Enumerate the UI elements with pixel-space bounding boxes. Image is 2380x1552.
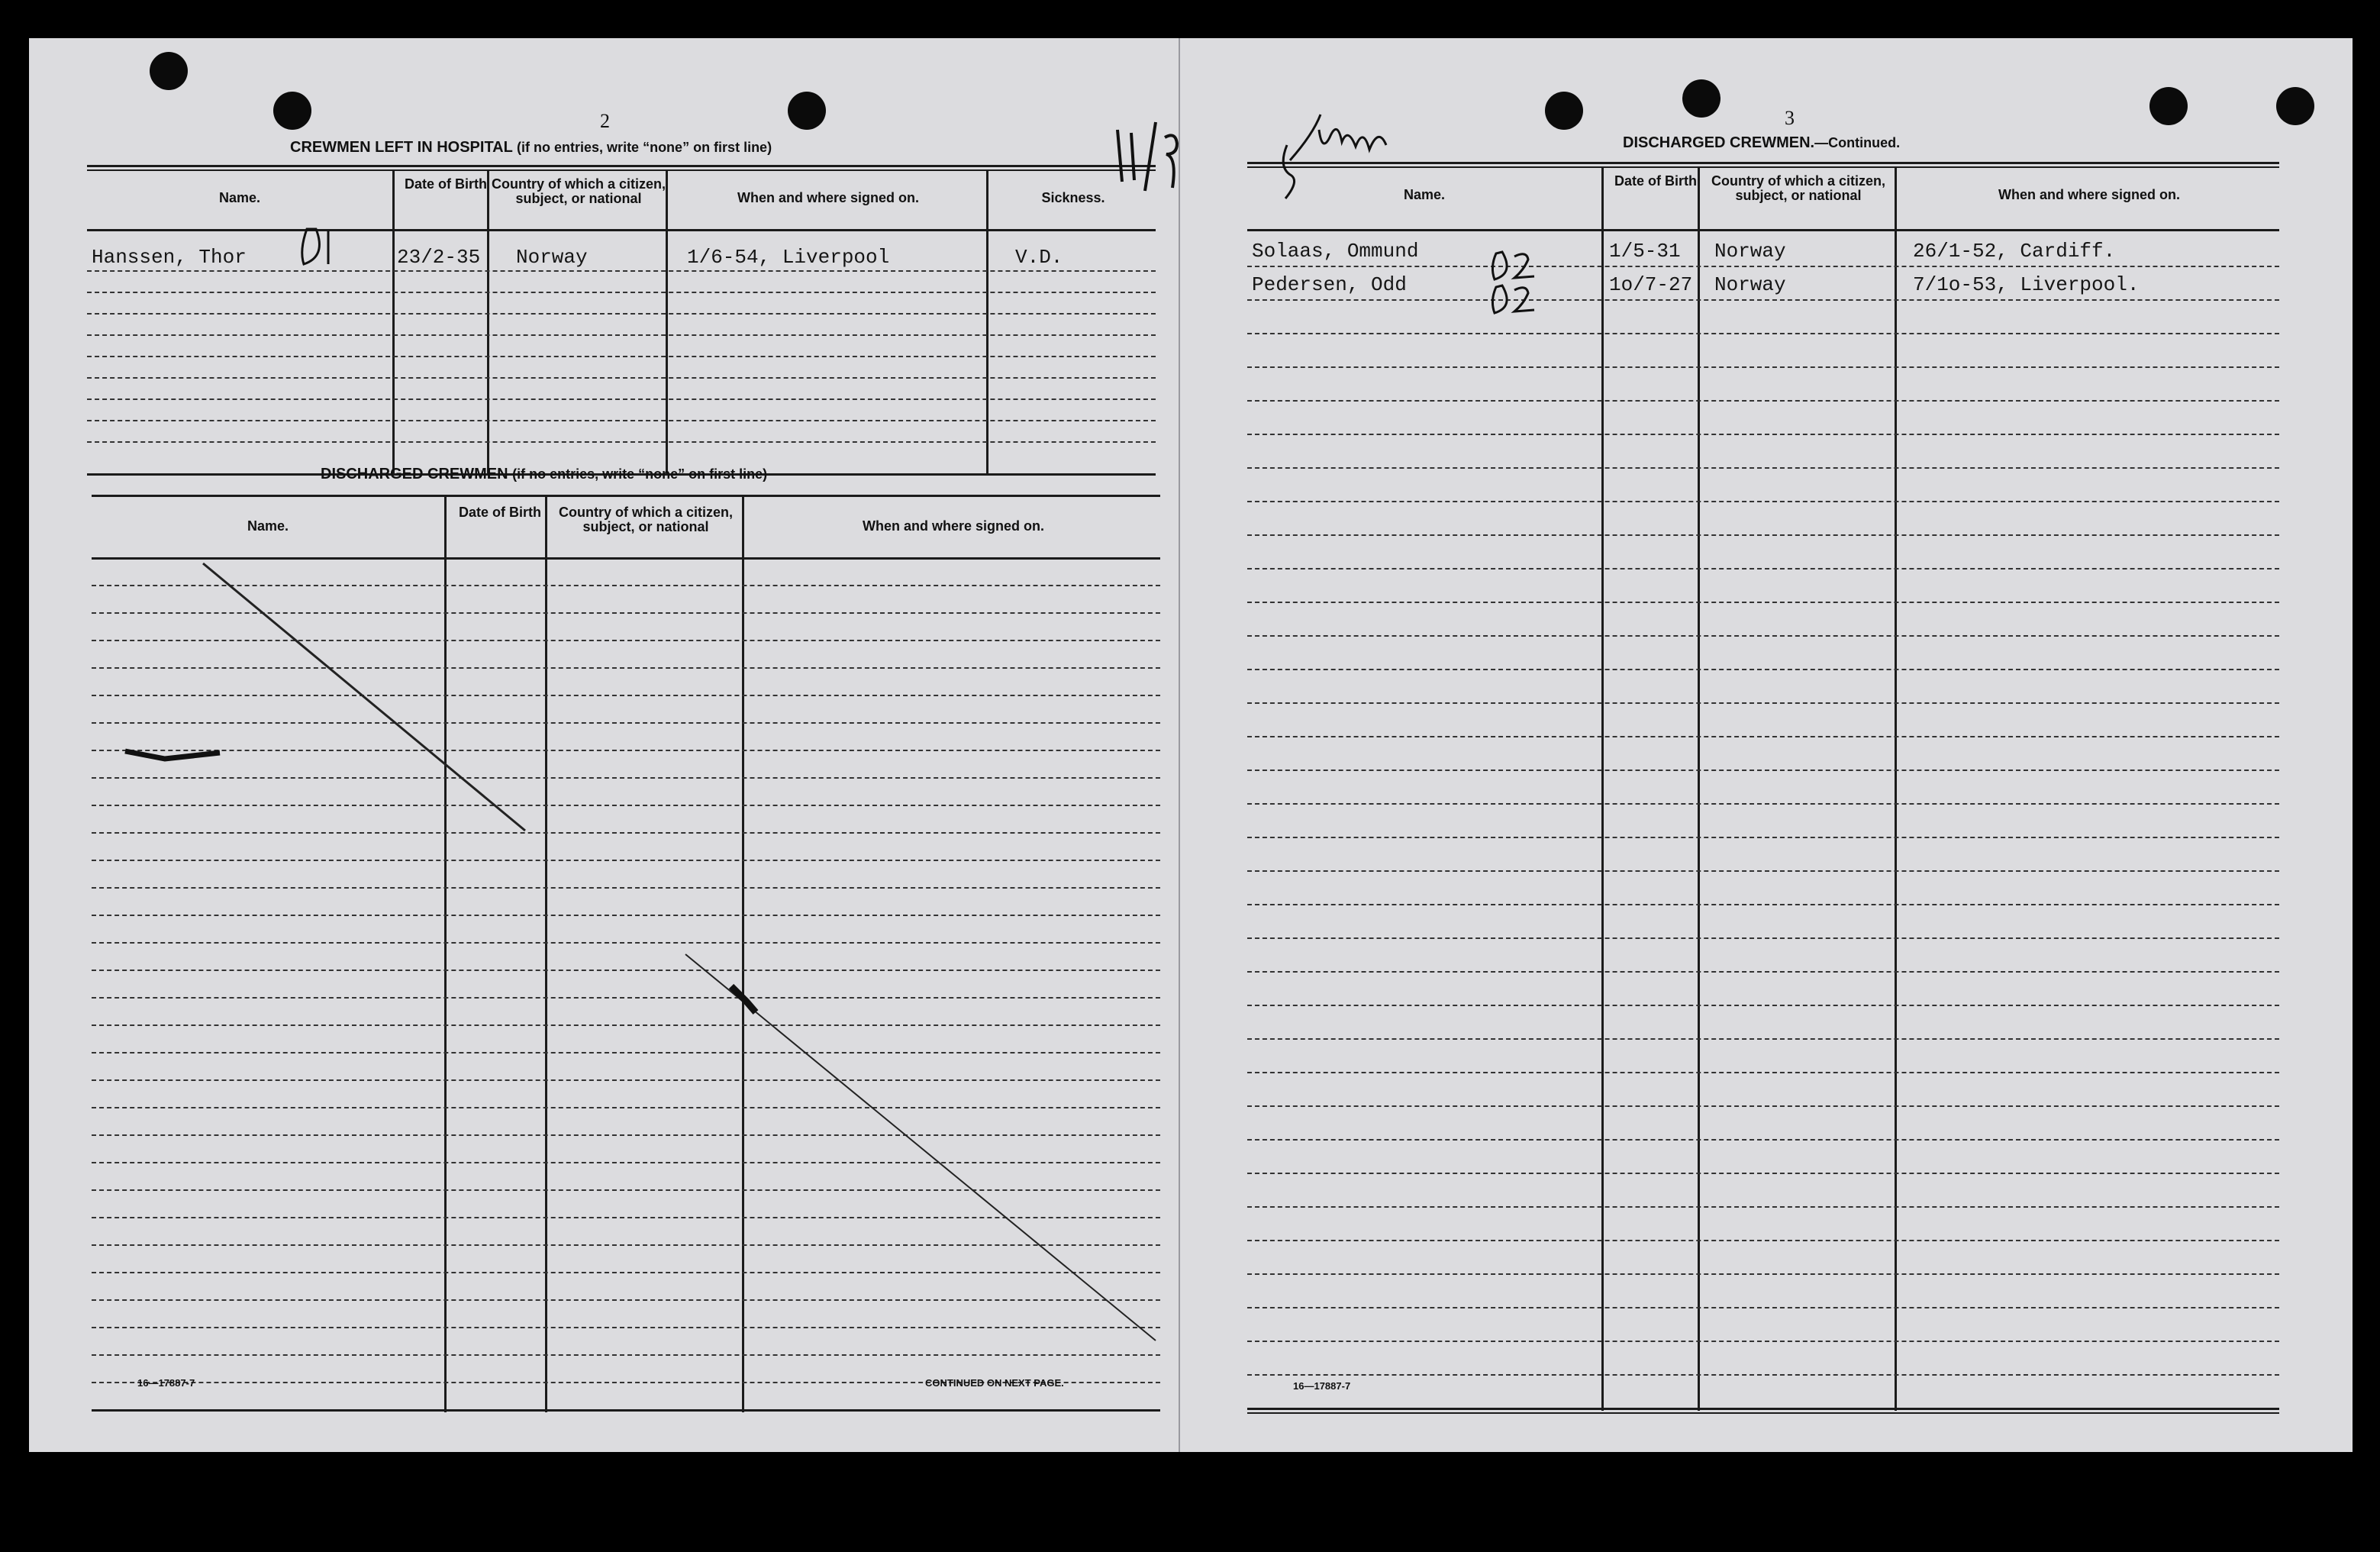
hospital-row-name: Hanssen, Thor bbox=[92, 246, 247, 269]
column-header-country: Country of which a citizen, subject, or national bbox=[558, 505, 733, 534]
column-header-country: Country of which a citizen, subject, or national bbox=[1711, 173, 1885, 203]
annotation-top bbox=[29, 38, 30, 39]
form-number: 16—17887-7 bbox=[137, 1377, 195, 1389]
column-header-dob: Date of Birth bbox=[405, 176, 487, 192]
column-header-signed: When and where signed on. bbox=[1998, 187, 2181, 202]
column-header-country: Country of which a citizen, subject, or national bbox=[492, 176, 666, 206]
column-header-dob: Date of Birth bbox=[1614, 173, 1697, 189]
discharged-row-dob: 1/5-31 bbox=[1609, 240, 1681, 263]
discharged-row-dob: 1o/7-27 bbox=[1609, 273, 1693, 296]
form-number: 16—17887-7 bbox=[1293, 1380, 1351, 1392]
discharged-row-name: Pedersen, Odd bbox=[1252, 273, 1407, 296]
discharged-row-country: Norway bbox=[1714, 273, 1786, 296]
column-header-name: Name. bbox=[247, 518, 289, 534]
hospital-section-title: CREWMEN LEFT IN HOSPITAL (if no entries, write “none” on first line) bbox=[290, 139, 772, 156]
hospital-row-sickness: V.D. bbox=[1015, 246, 1063, 269]
handwritten-marks bbox=[29, 38, 2353, 1452]
document-sheet bbox=[29, 38, 2353, 1452]
continued-note: CONTINUED ON NEXT PAGE. bbox=[925, 1377, 1064, 1389]
column-header-signed: When and where signed on. bbox=[862, 518, 1045, 534]
discharged-row-signed: 26/1-52, Cardiff. bbox=[1913, 240, 2116, 263]
hospital-row-country: Norway bbox=[516, 246, 588, 269]
discharged-continued-title: DISCHARGED CREWMEN.—Continued. bbox=[1623, 134, 1901, 151]
column-header-dob: Date of Birth bbox=[459, 505, 541, 520]
hospital-row-dob: 23/2-35 bbox=[397, 246, 481, 269]
discharged-row-signed: 7/1o-53, Liverpool. bbox=[1913, 273, 2140, 296]
column-header-signed: When and where signed on. bbox=[737, 190, 920, 205]
column-header-name: Name. bbox=[218, 190, 261, 205]
hospital-row-signed: 1/6-54, Liverpool bbox=[687, 246, 890, 269]
discharged-row-name: Solaas, Ommund bbox=[1252, 240, 1419, 263]
page-number: 3 bbox=[1785, 107, 1795, 129]
column-header-sickness: Sickness. bbox=[1041, 190, 1105, 205]
discharged-row-country: Norway bbox=[1714, 240, 1786, 263]
discharged-section-title: DISCHARGED CREWMEN (if no entries, write “none” on first line) bbox=[321, 466, 768, 482]
column-header-name: Name. bbox=[1403, 187, 1446, 202]
page-number: 2 bbox=[600, 110, 610, 132]
